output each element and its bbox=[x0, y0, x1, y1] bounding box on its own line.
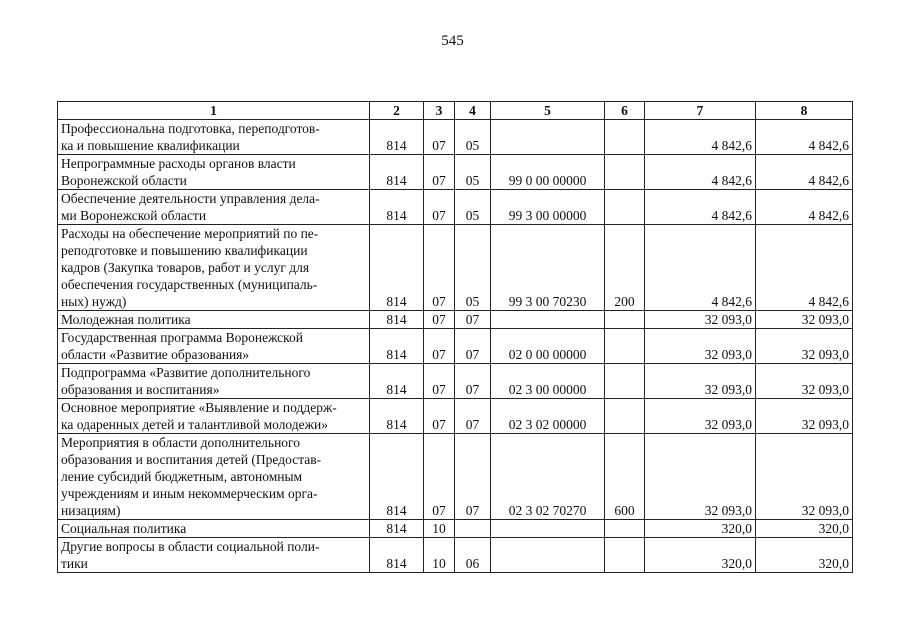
row-description bbox=[58, 364, 370, 399]
amount-col-8: 32 093,0 bbox=[756, 399, 853, 434]
row-description bbox=[58, 538, 370, 573]
description-line: ка и повышение квалификации bbox=[61, 138, 240, 153]
amount-col-8: 32 093,0 bbox=[756, 434, 853, 520]
target-article-code: 02 3 00 00000 bbox=[491, 364, 605, 399]
chapter-code: 814 bbox=[370, 538, 424, 573]
section-code: 07 bbox=[424, 190, 455, 225]
row-description bbox=[58, 190, 370, 225]
amount-col-7: 4 842,6 bbox=[645, 225, 756, 311]
description-line: Социальная политика bbox=[61, 521, 187, 536]
amount-col-7: 32 093,0 bbox=[645, 329, 756, 364]
target-article-code bbox=[491, 120, 605, 155]
target-article-code bbox=[491, 520, 605, 538]
amount-col-7: 4 842,6 bbox=[645, 120, 756, 155]
description-line: тики bbox=[61, 556, 88, 571]
column-header-4: 4 bbox=[455, 102, 491, 120]
table-row bbox=[58, 120, 853, 155]
section-code: 07 bbox=[424, 364, 455, 399]
section-code: 10 bbox=[424, 520, 455, 538]
amount-col-8: 32 093,0 bbox=[756, 329, 853, 364]
amount-col-7: 32 093,0 bbox=[645, 399, 756, 434]
section-code: 07 bbox=[424, 155, 455, 190]
description-line: образования и воспитания детей (Предостав- bbox=[61, 452, 322, 467]
description-line: Мероприятия в области дополнительного bbox=[61, 435, 300, 450]
description-line: низациям) bbox=[61, 503, 121, 518]
target-article-code bbox=[491, 311, 605, 329]
description-line: ных) нужд) bbox=[61, 294, 127, 309]
column-header-3: 3 bbox=[424, 102, 455, 120]
table-row bbox=[58, 434, 853, 520]
expense-type-code bbox=[605, 120, 645, 155]
chapter-code: 814 bbox=[370, 399, 424, 434]
amount-col-7: 320,0 bbox=[645, 520, 756, 538]
column-header-5: 5 bbox=[491, 102, 605, 120]
chapter-code: 814 bbox=[370, 434, 424, 520]
expense-type-code bbox=[605, 520, 645, 538]
section-code: 07 bbox=[424, 329, 455, 364]
table-row bbox=[58, 190, 853, 225]
table-row bbox=[58, 225, 853, 311]
section-code: 10 bbox=[424, 538, 455, 573]
expense-type-code bbox=[605, 190, 645, 225]
table-row bbox=[58, 364, 853, 399]
amount-col-7: 4 842,6 bbox=[645, 155, 756, 190]
amount-col-7: 32 093,0 bbox=[645, 311, 756, 329]
description-line: Профессиональна подготовка, переподготов- bbox=[61, 121, 320, 136]
amount-col-8: 4 842,6 bbox=[756, 120, 853, 155]
amount-col-7: 32 093,0 bbox=[645, 434, 756, 520]
chapter-code: 814 bbox=[370, 364, 424, 399]
target-article-code: 02 0 00 00000 bbox=[491, 329, 605, 364]
subsection-code: 07 bbox=[455, 311, 491, 329]
target-article-code: 99 3 00 00000 bbox=[491, 190, 605, 225]
description-line: Подпрограмма «Развитие дополнительного bbox=[61, 365, 311, 380]
amount-col-8: 320,0 bbox=[756, 520, 853, 538]
chapter-code: 814 bbox=[370, 520, 424, 538]
target-article-code: 99 3 00 70230 bbox=[491, 225, 605, 311]
row-description bbox=[58, 120, 370, 155]
description-line: учреждениям и иным некоммерческим орга- bbox=[61, 486, 318, 501]
expense-type-code bbox=[605, 311, 645, 329]
expense-type-code bbox=[605, 364, 645, 399]
budget-table bbox=[57, 101, 853, 573]
subsection-code: 05 bbox=[455, 190, 491, 225]
row-description bbox=[58, 311, 370, 329]
amount-col-7: 320,0 bbox=[645, 538, 756, 573]
subsection-code: 05 bbox=[455, 155, 491, 190]
description-line: кадров (Закупка товаров, работ и услуг для bbox=[61, 260, 310, 275]
header-row bbox=[58, 102, 853, 120]
description-line: ми Воронежской области bbox=[61, 208, 207, 223]
column-header-2: 2 bbox=[370, 102, 424, 120]
target-article-code: 02 3 02 00000 bbox=[491, 399, 605, 434]
page-number: 545 bbox=[441, 33, 464, 49]
section-code: 07 bbox=[424, 311, 455, 329]
subsection-code bbox=[455, 520, 491, 538]
description-line: образования и воспитания» bbox=[61, 382, 220, 397]
section-code: 07 bbox=[424, 225, 455, 311]
amount-col-8: 4 842,6 bbox=[756, 190, 853, 225]
expense-type-code bbox=[605, 329, 645, 364]
amount-col-7: 4 842,6 bbox=[645, 190, 756, 225]
description-line: Государственная программа Воронежской bbox=[61, 330, 303, 345]
column-header-1: 1 bbox=[58, 102, 370, 120]
expense-type-code bbox=[605, 399, 645, 434]
expense-type-code bbox=[605, 538, 645, 573]
description-line: Воронежской области bbox=[61, 173, 187, 188]
row-description bbox=[58, 155, 370, 190]
subsection-code: 07 bbox=[455, 434, 491, 520]
column-header-8: 8 bbox=[756, 102, 853, 120]
amount-col-8: 32 093,0 bbox=[756, 311, 853, 329]
description-line: Другие вопросы в области социальной поли- bbox=[61, 539, 320, 554]
row-description bbox=[58, 434, 370, 520]
column-header-7: 7 bbox=[645, 102, 756, 120]
table-row bbox=[58, 538, 853, 573]
section-code: 07 bbox=[424, 120, 455, 155]
row-description bbox=[58, 329, 370, 364]
subsection-code: 05 bbox=[455, 120, 491, 155]
table-row bbox=[58, 520, 853, 538]
target-article-code bbox=[491, 538, 605, 573]
chapter-code: 814 bbox=[370, 190, 424, 225]
subsection-code: 06 bbox=[455, 538, 491, 573]
row-description bbox=[58, 399, 370, 434]
description-line: Обеспечение деятельности управления дела- bbox=[61, 191, 320, 206]
table-row bbox=[58, 329, 853, 364]
description-line: реподготовке и повышению квалификации bbox=[61, 243, 308, 258]
description-line: Расходы на обеспечение мероприятий по пе- bbox=[61, 226, 319, 241]
subsection-code: 07 bbox=[455, 399, 491, 434]
column-header-6: 6 bbox=[605, 102, 645, 120]
description-line: области «Развитие образования» bbox=[61, 347, 250, 362]
chapter-code: 814 bbox=[370, 311, 424, 329]
description-line: Основное мероприятие «Выявление и поддерж- bbox=[61, 400, 337, 415]
description-line: ление субсидий бюджетным, автономным bbox=[61, 469, 303, 484]
amount-col-8: 4 842,6 bbox=[756, 225, 853, 311]
table-row bbox=[58, 155, 853, 190]
amount-col-8: 320,0 bbox=[756, 538, 853, 573]
amount-col-7: 32 093,0 bbox=[645, 364, 756, 399]
description-line: Непрограммные расходы органов власти bbox=[61, 156, 296, 171]
target-article-code: 02 3 02 70270 bbox=[491, 434, 605, 520]
expense-type-code bbox=[605, 155, 645, 190]
row-description bbox=[58, 520, 370, 538]
table-row bbox=[58, 311, 853, 329]
expense-type-code: 600 bbox=[605, 434, 645, 520]
description-line: Молодежная политика bbox=[61, 312, 191, 327]
subsection-code: 07 bbox=[455, 329, 491, 364]
chapter-code: 814 bbox=[370, 329, 424, 364]
section-code: 07 bbox=[424, 399, 455, 434]
target-article-code: 99 0 00 00000 bbox=[491, 155, 605, 190]
description-line: обеспечения государственных (муниципаль- bbox=[61, 277, 318, 292]
amount-col-8: 32 093,0 bbox=[756, 364, 853, 399]
expense-type-code: 200 bbox=[605, 225, 645, 311]
chapter-code: 814 bbox=[370, 225, 424, 311]
table-row bbox=[58, 399, 853, 434]
subsection-code: 07 bbox=[455, 364, 491, 399]
row-description bbox=[58, 225, 370, 311]
section-code: 07 bbox=[424, 434, 455, 520]
chapter-code: 814 bbox=[370, 120, 424, 155]
description-line: ка одаренных детей и талантливой молодежи» bbox=[61, 417, 328, 432]
subsection-code: 05 bbox=[455, 225, 491, 311]
chapter-code: 814 bbox=[370, 155, 424, 190]
amount-col-8: 4 842,6 bbox=[756, 155, 853, 190]
